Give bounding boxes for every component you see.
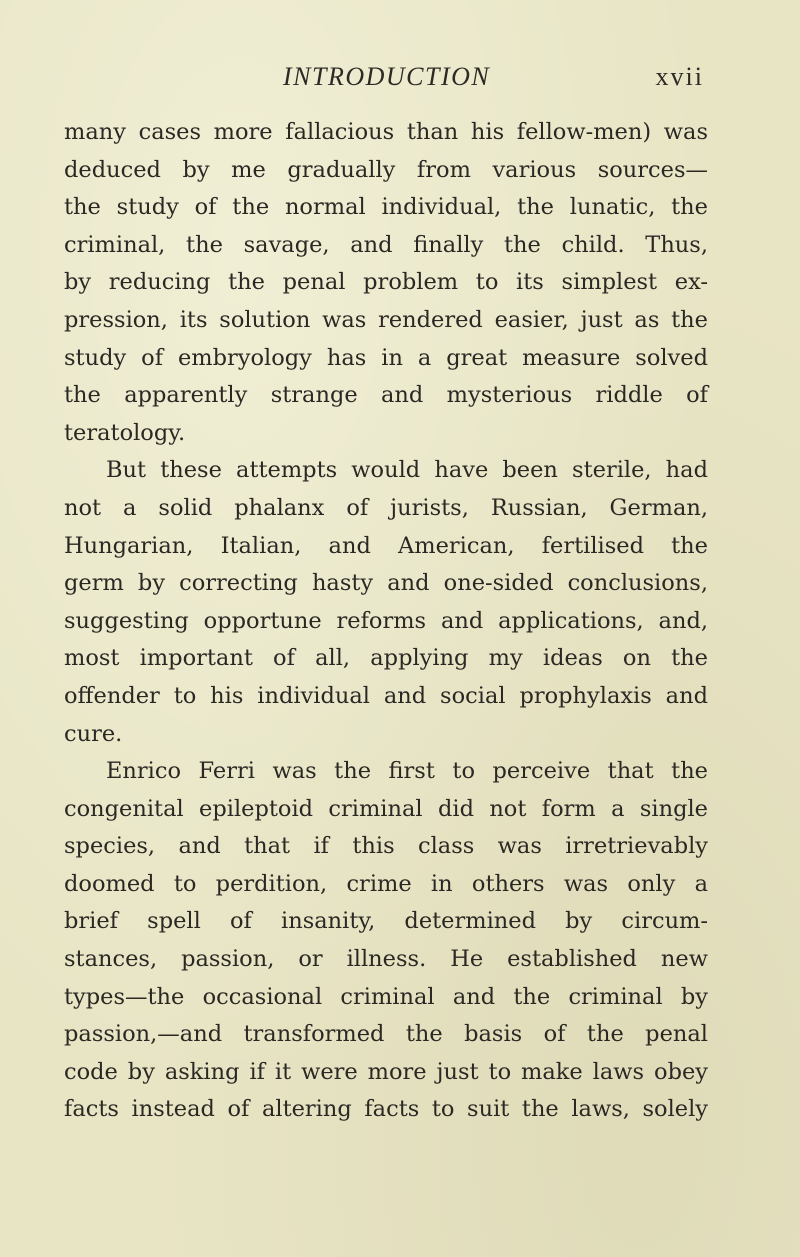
text-line: offender to his individual and social prophylaxis and	[64, 682, 708, 709]
text-line: most important of all, applying my ideas on the	[64, 645, 708, 672]
paragraph-start-line: But these attempts would have been sterile, had	[106, 457, 708, 484]
text-line: brief spell of insanity, determined by circum-	[64, 908, 708, 935]
chapter-title: INTRODUCTION	[283, 62, 491, 91]
text-line: the apparently strange and mysterious riddle of	[64, 382, 708, 409]
running-head	[0, 62, 800, 102]
text-line: code by asking if it were more just to make laws obey	[64, 1058, 708, 1085]
text-line: doomed to perdition, crime in others was only a	[64, 870, 708, 897]
paragraph-start-line: Enrico Ferri was the first to perceive that the	[106, 758, 708, 785]
text-line: species, and that if this class was irretrievably	[64, 833, 708, 860]
text-line: criminal, the savage, and finally the child. Thus,	[64, 231, 708, 258]
text-line: facts instead of altering facts to suit the laws, solely	[64, 1096, 708, 1123]
text-line: suggesting opportune reforms and applications, and,	[64, 607, 708, 634]
text-line: not a solid phalanx of jurists, Russian, German,	[64, 494, 708, 521]
text-line: study of embryology has in a great measure solved	[64, 344, 708, 371]
text-line: cure.	[64, 720, 123, 747]
text-line: passion,—and transformed the basis of the penal	[64, 1021, 708, 1048]
text-line: many cases more fallacious than his fellow-men) was	[64, 119, 708, 145]
text-line: by reducing the penal problem to its simplest ex-	[64, 269, 708, 296]
body-text	[64, 114, 708, 1129]
text-line: the study of the normal individual, the lunatic, the	[64, 194, 708, 221]
text-line: stances, passion, or illness. He established new	[64, 946, 708, 973]
text-line: congenital epileptoid criminal did not form a single	[64, 795, 708, 822]
text-line: pression, its solution was rendered easier, just as the	[64, 306, 708, 333]
text-line: teratology.	[64, 419, 186, 446]
text-line: types—the occasional criminal and the criminal by	[64, 983, 708, 1010]
text-line: Hungarian, Italian, and American, fertilised the	[64, 532, 708, 559]
page-number: xvii	[655, 62, 704, 91]
text-line: germ by correcting hasty and one-sided conclusions,	[64, 570, 708, 597]
text-line: deduced by me gradually from various sources—	[64, 156, 708, 183]
